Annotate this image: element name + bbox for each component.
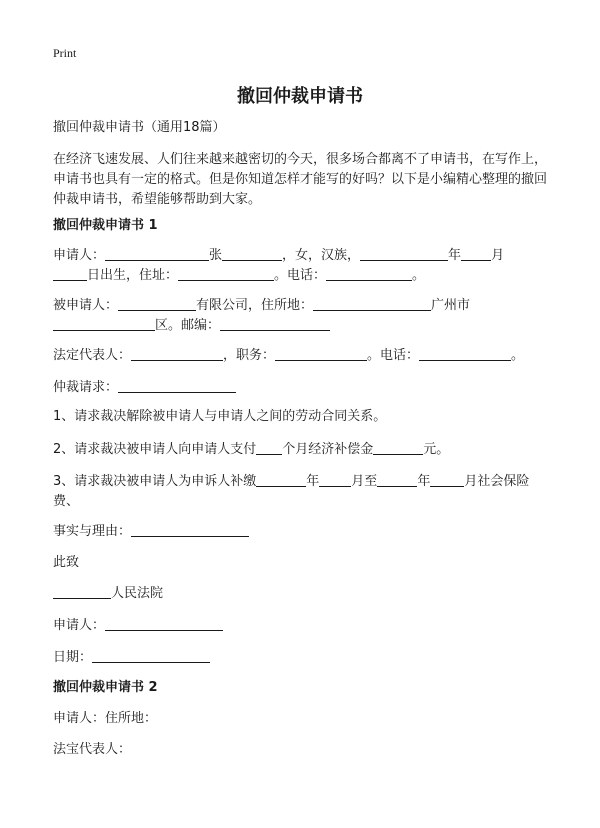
blank-field <box>178 266 274 281</box>
blank-field <box>131 346 223 361</box>
blank-field <box>360 246 448 261</box>
blank-field <box>131 522 249 537</box>
section-1-heading: 撤回仲裁申请书 1 <box>53 218 158 233</box>
document-subtitle: 撤回仲裁申请书（通用18篇） <box>53 120 226 135</box>
date-label: 日期： <box>53 650 93 665</box>
text-segment: 年 <box>306 474 320 489</box>
facts-label: 事实与理由： <box>53 524 132 539</box>
text-segment: 3、请求裁决被申请人为申诉人补缴 <box>53 474 257 489</box>
signature-date <box>53 648 553 668</box>
blank-field <box>430 472 464 487</box>
blank-field <box>53 266 87 281</box>
text-segment: 。 <box>412 268 426 283</box>
blank-field <box>53 584 111 599</box>
blank-field <box>118 378 236 393</box>
blank-field <box>275 346 367 361</box>
blank-field <box>118 296 196 311</box>
legal-rep-label: 法定代表人： <box>53 348 132 363</box>
blank-field <box>326 266 412 281</box>
blank-field <box>256 472 306 487</box>
text-segment: 月 <box>491 248 505 263</box>
blank-field <box>105 616 223 631</box>
intro-paragraph: 在经济飞速发展、人们往来越来越密切的今天，很多场合都离不了申请书，在写作上，申请书也具有一定的格式。但是你知道怎样才能写的好吗？以下是小编精心整理的撤回仲裁申请书，希望能够帮助到大家。 <box>53 152 548 207</box>
applicant-paragraph <box>53 246 553 286</box>
text-segment: ，女，汉族， <box>282 248 361 263</box>
blank-field <box>92 648 210 663</box>
claims-paragraph <box>53 378 553 398</box>
text-segment: 月社会保险费、 <box>53 474 530 509</box>
text-segment: 。电话： <box>274 268 327 283</box>
blank-field <box>461 246 491 261</box>
text-segment: 。 <box>511 348 525 363</box>
applicant-label: 申请人： <box>53 248 106 263</box>
blank-field <box>220 316 330 331</box>
section-2-line-2: 法宝代表人： <box>53 742 132 757</box>
court-suffix: 人民法院 <box>111 586 164 601</box>
text-segment: 日出生，住址： <box>87 268 179 283</box>
text-segment: 。电话： <box>367 348 420 363</box>
text-segment: 有限公司，住所地： <box>196 298 314 313</box>
text-segment: 广州市 <box>431 298 471 313</box>
blank-field <box>53 316 155 331</box>
text-segment: 元。 <box>423 442 450 457</box>
text-segment: 年 <box>417 474 431 489</box>
blank-field <box>319 472 351 487</box>
section-2-line-1: 申请人：住所地： <box>53 711 158 726</box>
sign-applicant-label: 申请人： <box>53 618 106 633</box>
claim-3 <box>53 472 553 512</box>
court-line <box>53 584 553 604</box>
text-segment: 个月经济补偿金 <box>282 442 374 457</box>
claim-2 <box>53 440 553 460</box>
text-segment: ，职务： <box>223 348 276 363</box>
signature-applicant <box>53 616 553 636</box>
text-segment: 张 <box>209 248 223 263</box>
blank-field <box>222 246 282 261</box>
blank-field <box>419 346 511 361</box>
section-2-heading: 撤回仲裁申请书 2 <box>53 680 158 695</box>
respondent-label: 被申请人： <box>53 298 119 313</box>
blank-field <box>373 440 423 455</box>
document-title: 撤回仲裁申请书 <box>237 86 363 107</box>
text-segment: 年 <box>448 248 462 263</box>
legal-representative-paragraph <box>53 346 553 366</box>
print-link[interactable]: Print <box>53 46 77 60</box>
claim-1: 1、请求裁决解除被申请人与申请人之间的劳动合同关系。 <box>53 409 387 424</box>
blank-field <box>105 246 209 261</box>
blank-field <box>256 440 282 455</box>
text-segment: 月至 <box>351 474 378 489</box>
blank-field <box>313 296 431 311</box>
respondent-paragraph <box>53 296 553 336</box>
facts-paragraph <box>53 522 553 542</box>
salutation: 此致 <box>53 555 80 570</box>
text-segment: 2、请求裁决被申请人向申请人支付 <box>53 442 257 457</box>
blank-field <box>377 472 417 487</box>
claims-label: 仲裁请求： <box>53 380 119 395</box>
text-segment: 区。邮编： <box>155 318 221 333</box>
